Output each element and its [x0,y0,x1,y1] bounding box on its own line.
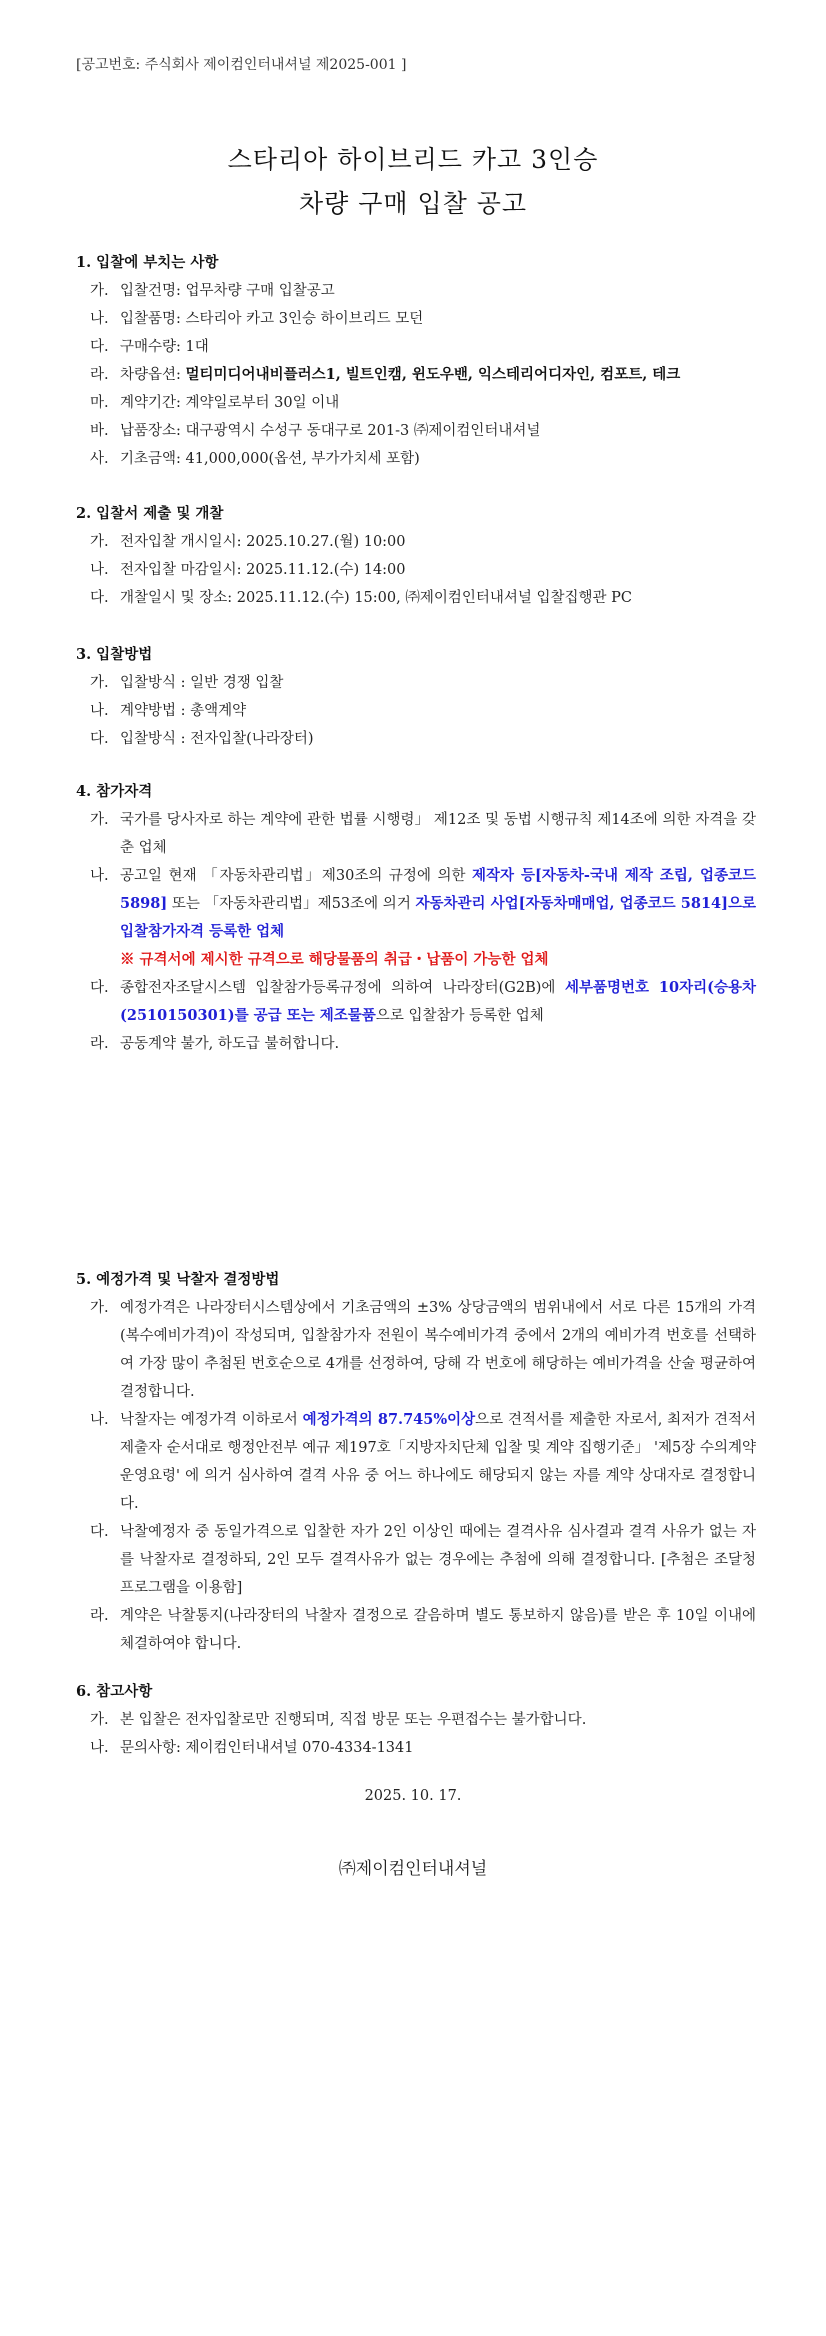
list-item: 가. 입찰방식 : 일반 경쟁 입찰 [90,675,284,691]
list-item: 가. 전자입찰 개시일시: 2025.10.27.(월) 10:00 [90,534,406,550]
list-item: 다. 구매수량: 1대 [90,339,209,355]
section-title: 2. 입찰서 제출 및 개찰 [76,505,224,522]
section-3 [76,641,756,753]
qualification-note: ※ 규격서에 제시한 규격으로 해당물품의 취급・납품이 가능한 업체 [120,951,549,968]
section-title: 5. 예정가격 및 낙찰자 결정방법 [76,1271,280,1288]
list-item: 나. 전자입찰 마감일시: 2025.11.12.(수) 14:00 [90,562,406,578]
list-item: 라. 공동계약 불가, 하도급 불허합니다. [90,1036,340,1052]
list-item: 나. 계약방법 : 총액계약 [90,703,247,719]
qualification-highlight: 제작자 등[자동차-국내 제작 조립, 업종코드 5898] [120,867,756,912]
section-title: 3. 입찰방법 [76,646,153,663]
price-rate-highlight: 예정가격의 87.745%이상 [302,1411,476,1428]
list-item: 다. 개찰일시 및 장소: 2025.11.12.(수) 15:00, ㈜제이컴인터내셔널 입찰집행관 PC [90,590,632,606]
notice-date: 2025. 10. 17. [364,1788,462,1804]
qualification-highlight: 자동차관리 사업[자동차매매업, 업종코드 5814]으로 입찰참가자격 등록한 업체 [120,895,757,940]
list-item: 나. 공고일 현재 「자동차관리법」제30조의 규정에 의한 제작자 등[자동차-국내 제작 조립, 업종코드 5898] 또는 「자동차관리법」제53조에 의거 자동차관리 사업[자동차매매업, 업종코드 5814]으로 입찰참가자격 등록한 업체 [90,867,757,940]
vehicle-options: 멀티미디어내비플러스1, 빌트인캠, 윈도우밴, 익스테리어디자인, 컴포트, 테크 [185,366,681,383]
list-item: 가. 본 입찰은 전자입찰로만 진행되며, 직접 방문 또는 우편접수는 불가합니다. [90,1712,587,1728]
list-item: 가. 입찰건명: 업무차량 구매 입찰공고 [90,283,335,299]
section-2 [76,500,756,612]
list-item: 나. 입찰품명: 스타리아 카고 3인승 하이브리드 모던 [90,311,424,327]
section-6 [76,1678,756,1762]
list-item: 사. 기초금액: 41,000,000(옵션, 부가가치세 포함) [90,451,420,467]
list-item: 다. 입찰방식 : 전자입찰(나라장터) [90,731,314,747]
section-4 [76,778,756,1058]
section-title: 1. 입찰에 부치는 사항 [76,254,219,271]
list-item: 가. 예정가격은 나라장터시스템상에서 기초금액의 ±3% 상당금액의 범위내에서 서로 다른 15개의 가격(복수예비가격)이 작성되며, 입찰참가자 전원이 복수예비가격 중에서 2개의 예비가격 번호를 선택하여 가장 많이 추첨된 번호순으로 4개를 선정하여, 당해 각 번호에 해당하는 예비가격을 산술 평균하여 결정합니다. [90,1300,756,1400]
list-item: 나. 문의사항: 제이컴인터내셔널 070-4334-1341 [90,1740,414,1756]
section-1 [76,249,756,473]
list-item: 가. 국가를 당사자로 하는 계약에 관한 법률 시행령」 제12조 및 동법 시행규칙 제14조에 의한 자격을 갖춘 업체 [90,812,756,856]
list-item: 나. 낙찰자는 예정가격 이하로서 예정가격의 87.745%이상으로 견적서를 제출한 자로서, 최저가 견적서 제출자 순서대로 행정안전부 예규 제197호「지방자치단체 입찰 및 계약 집행기준」 '제5장 수의계약 운영요령' 에 의거 심사하여 결격 사유 중 어느 하나에도 해당되지 않는 자를 계약 상대자로 결정합니다. [90,1411,757,1512]
list-item: 라. 계약은 낙찰통지(나라장터의 낙찰자 결정으로 갈음하며 별도 통보하지 않음)를 받은 후 10일 이내에 체결하여야 합니다. [90,1608,756,1652]
section-title: 6. 참고사항 [76,1683,153,1700]
list-item: 마. 계약기간: 계약일로부터 30일 이내 [90,395,340,411]
list-item: 다. 낙찰예정자 중 동일가격으로 입찰한 자가 2인 이상인 때에는 결격사유 심사결과 결격 사유가 없는 자를 낙찰자로 결정하되, 2인 모두 결격사유가 없는 경우에는 추첨에 의해 결정합니다. [추첨은 조달청 프로그램을 이용함] [90,1524,756,1596]
list-item: 다. 종합전자조달시스템 입찰참가등록규정에 의하여 나라장터(G2B)에 세부품명번호 10자리(승용차 (2510150301)를 공급 또는 제조물품으로 입찰참가 등록한 업체 [90,979,756,1024]
list-item: 라. 차량옵션: 멀티미디어내비플러스1, 빌트인캠, 윈도우밴, 익스테리어디자인, 컴포트, 테크 [90,366,681,383]
list-item: 바. 납품장소: 대구광역시 수성구 동대구로 201-3 ㈜제이컴인터내셔널 [90,423,541,439]
qualification-highlight: 세부품명번호 10자리(승용차 (2510150301)를 공급 또는 제조물품 [120,979,756,1024]
title-line-1: 스타리아 하이브리드 카고 3인승 [227,145,599,174]
title-line-2: 차량 구매 입찰 공고 [298,189,528,218]
section-5 [76,1266,756,1658]
issuer-name: ㈜제이컴인터내셔널 [338,1859,488,1879]
section-title: 4. 참가자격 [76,783,153,800]
notice-number: [공고번호: 주식회사 제이컴인터내셔널 제2025-001 ] [76,57,407,73]
